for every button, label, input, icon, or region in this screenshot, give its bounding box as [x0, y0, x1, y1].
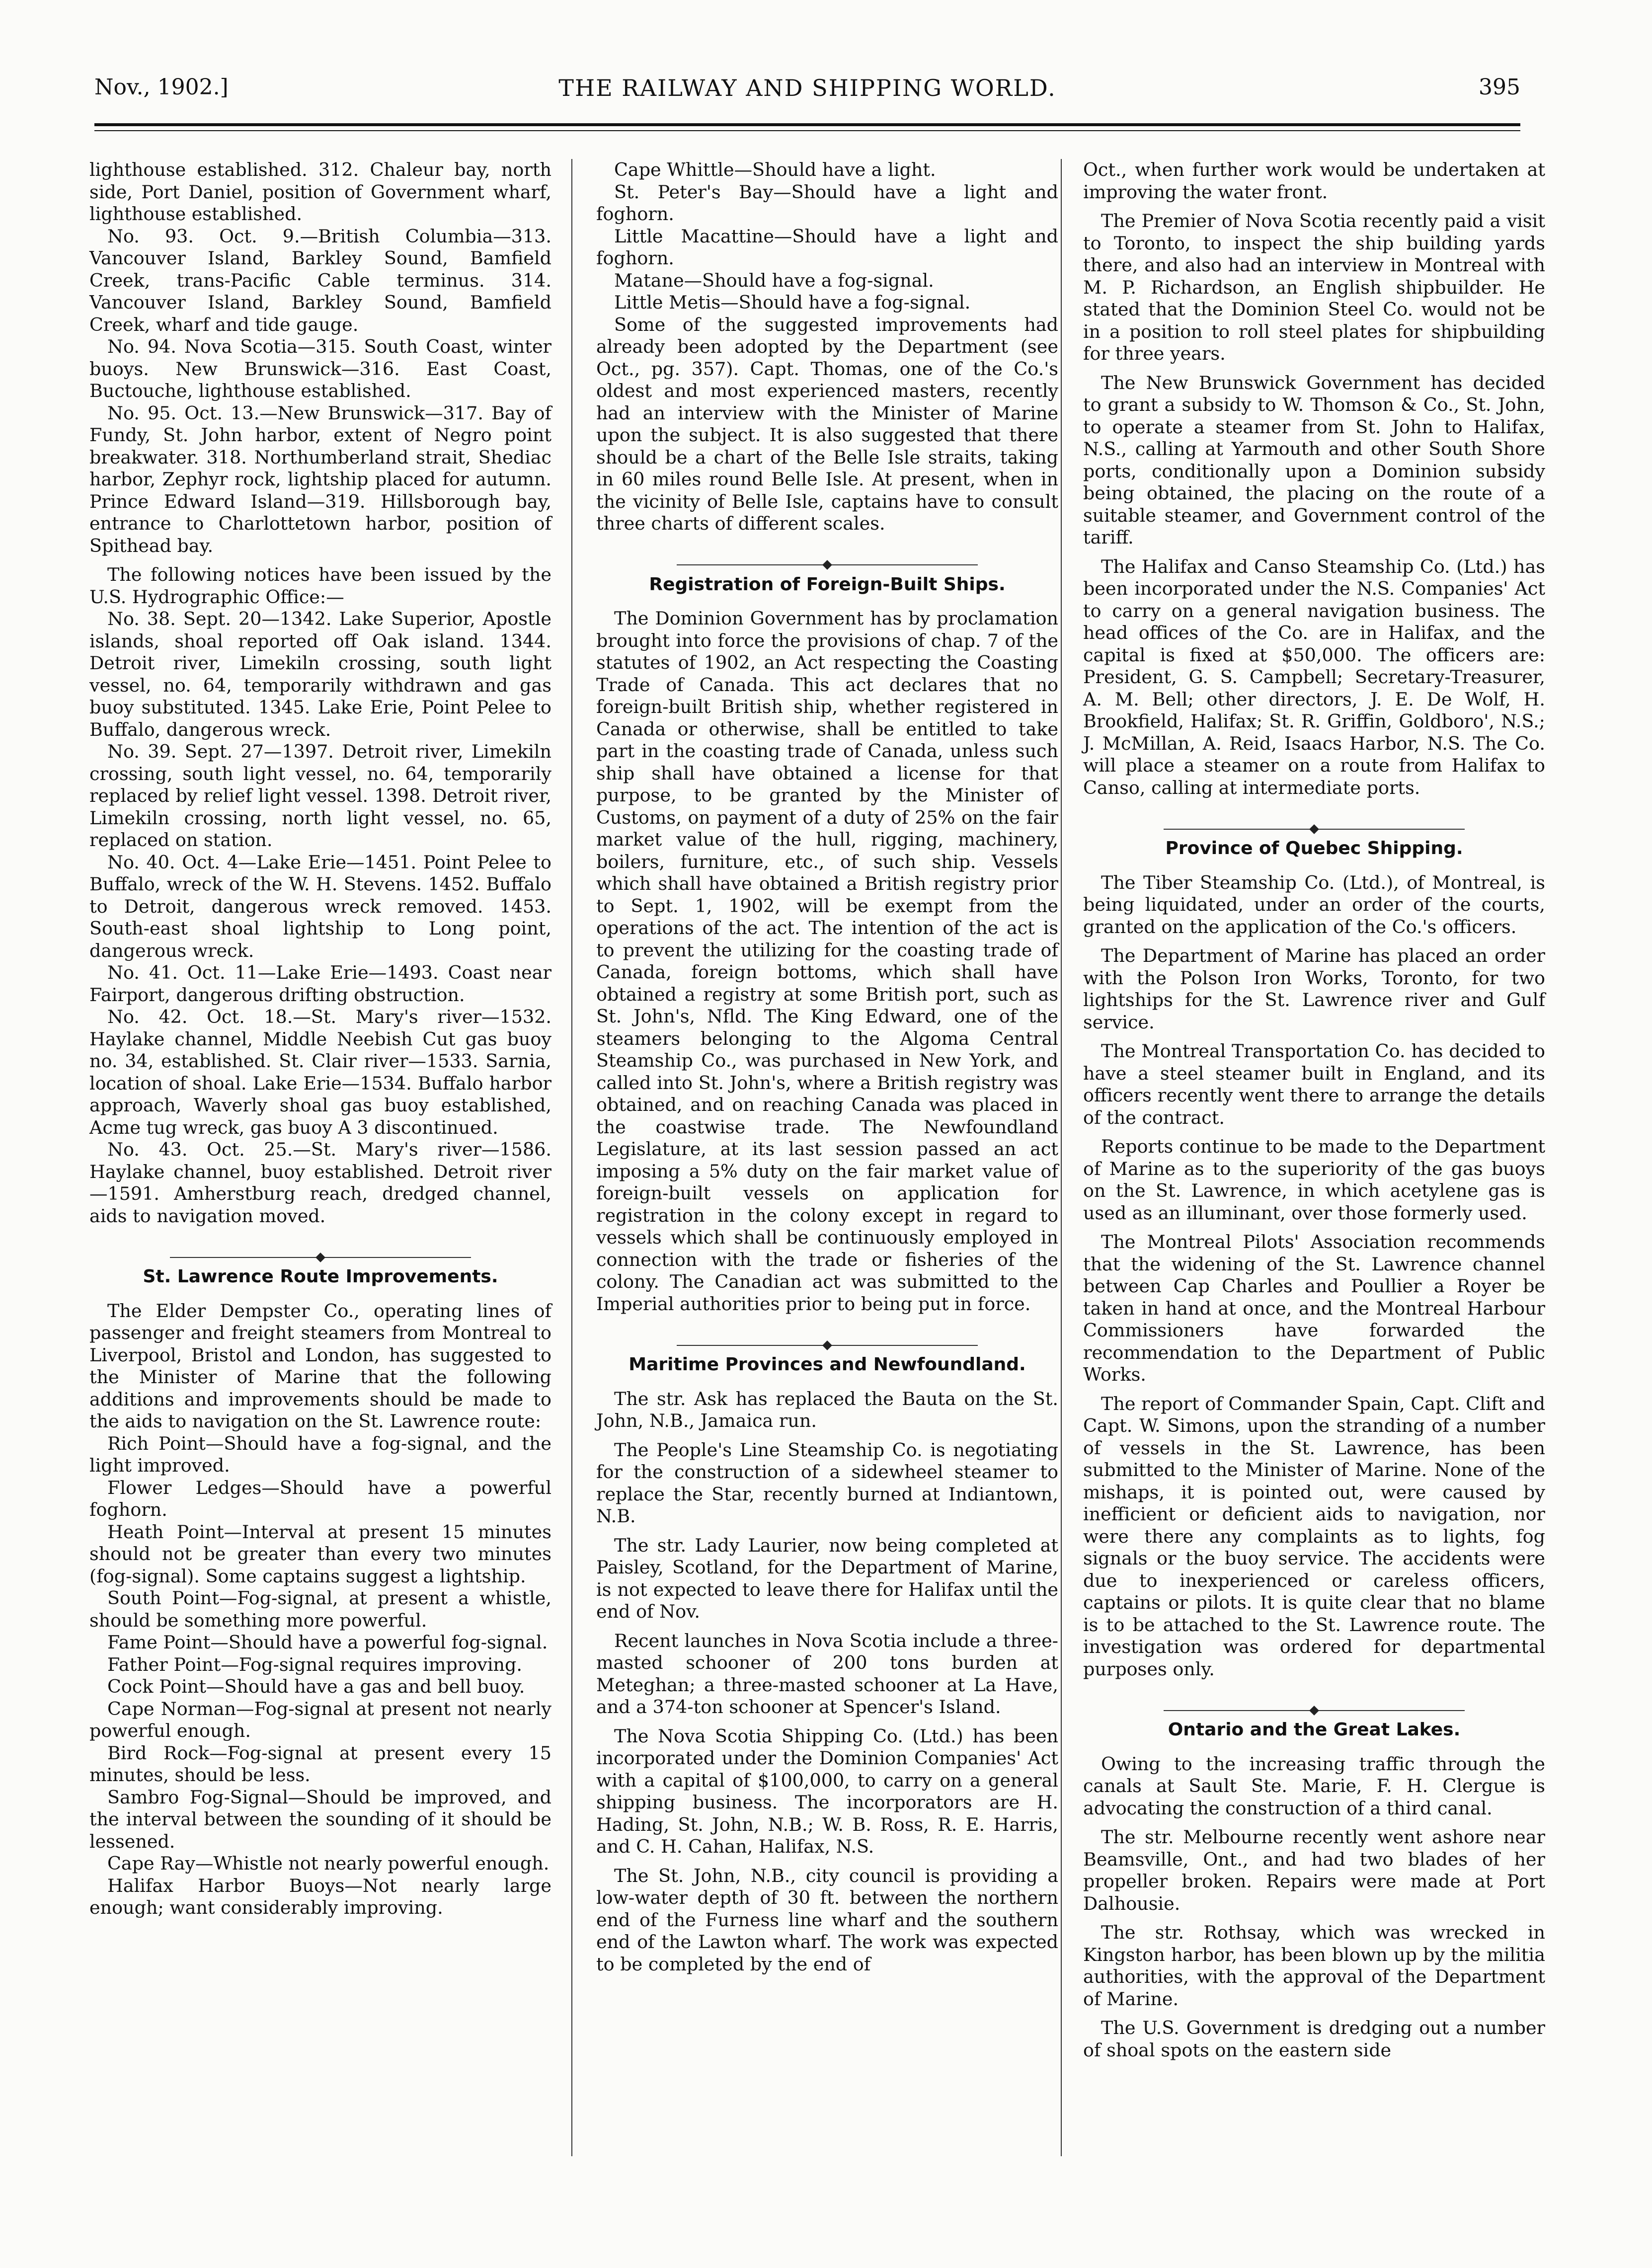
paragraph: The Nova Scotia Shipping Co. (Ltd.) has been incorporated under the Dominion Companies' Act with a capital of $100,000, to carry on a general shipping business. The incorporators are H. Hading, St. John, N.B.; W. B. Ross, R. E. Harris, and C. H. Cahan, Halifax, N.S. [596, 1725, 1058, 1857]
paragraph: Father Point—Fog-signal requires improving. [107, 1653, 522, 1675]
paragraph: Cock Point—Should have a gas and bell buoy. [107, 1676, 525, 1697]
paragraph: Heath Point—Interval at present 15 minutes should not be greater than every two minutes (fog-signal). Some captains suggest a lightship. [89, 1521, 551, 1587]
section-heading: Registration of Foreign-Built Ships. [649, 574, 1006, 595]
paragraph: No. 43. Oct. 25.—St. Mary's river—1586. Haylake channel, buoy established. Detroit river—1591. Amherstburg reach, dredged channel, aids to navigation moved. [89, 1139, 551, 1227]
paragraph: The Elder Dempster Co., operating lines of passenger and freight steamers from Montreal to Liverpool, Bristol and London, has suggested to the Minister of Marine that the following additions and improvements should be made to the aids to navigation on the St. Lawrence route: [89, 1300, 551, 1432]
paragraph: The Premier of Nova Scotia recently paid a visit to Toronto, to inspect the ship building yards there, and also had an interview in Montreal with M. P. Richardson, an English shipbuilder. He stated that the Dominion Steel Co. would not be in a position to roll steel plates for shipbuilding for three years. [1083, 210, 1545, 364]
paragraph: Sambro Fog-Signal—Should be improved, and the interval between the sounding of it should be lessened. [89, 1786, 551, 1852]
paragraph: Rich Point—Should have a fog-signal, and the light improved. [89, 1432, 551, 1476]
paragraph: Oct., when further work would be undertaken at improving the water front. [1083, 159, 1545, 203]
paragraph: The Dominion Government has by proclamation brought into force the provisions of chap. 7 of the statutes of 1902, an Act respecting the Coasting Trade of Canada. This act declares that no foreign-built British ship, whether registered in Canada or otherwise, shall be entitled to take part in the coasting trade of Canada, unless such ship shall have obtained a license for that purpose, to be granted by the Minister of Customs, on payment of a duty of 25% on the fair market value of the hull, rigging, machinery, boilers, furniture, etc., of such ship. Vessels which shall have obtained a British registry prior to Sept. 1, 1902, will be exempt from the operations of the act. The intention of the act is to prevent the utilizing for the coasting trade of Canada, foreign bottoms, which shall have obtained a registry at some British port, such as St. John's, Nfld. The King Edward, one of the steamers belonging to the Algoma Central Steamship Co., was purchased in New York, and called into St. John's, where a British registry was obtained, and on reaching Canada was placed in the coastwise trade. The Newfoundland Legislature, at its last session passed an act imposing a 5% duty on the fair market value of foreign-built vessels on application for registration in the colony except in regard to vessels which shall be continuously employed in connection with the trade or fisheries of the colony. The Canadian act was submitted to the Imperial authorities prior to being put in force. [596, 608, 1058, 1315]
section-heading: Maritime Provinces and Newfoundland. [629, 1354, 1026, 1375]
header-rule-thick [94, 123, 1520, 126]
paragraph: Little Metis—Should have a fog-signal. [614, 292, 971, 313]
section-ornament [1083, 817, 1545, 827]
paragraph: Halifax Harbor Buoys—Not nearly large enough; want considerably improving. [89, 1875, 551, 1918]
page-number: 395 [1479, 75, 1520, 100]
paragraph: The U.S. Government is dredging out a number of shoal spots on the eastern side [1083, 2017, 1545, 2061]
paragraph: Cape Ray—Whistle not nearly powerful enough. [107, 1853, 550, 1874]
paragraph: The str. Lady Laurier, now being completed at Paisley, Scotland, for the Department of Marine, is not expected to leave there for Halifax until the end of Nov. [596, 1534, 1058, 1622]
paragraph: The People's Line Steamship Co. is negotiating for the construction of a sidewheel steamer to replace the Star, recently burned at Indiantown, N.B. [596, 1439, 1058, 1527]
paragraph: Cape Whittle—Should have a light. [614, 159, 936, 180]
column-2 [596, 159, 1058, 1975]
paragraph: No. 40. Oct. 4—Lake Erie—1451. Point Pelee to Buffalo, wreck of the W. H. Stevens. 1452. Buffalo to Detroit, dangerous wreck removed. 1453. South-east shoal lightship to Long point, dangerous wreck. [89, 851, 551, 961]
column-3 [1083, 159, 1545, 2061]
paragraph: No. 38. Sept. 20—1342. Lake Superior, Apostle islands, shoal reported off Oak island. 1344. Detroit river, Limekiln crossing, south light vessel, no. 64, temporarily withdrawn and gas buoy substituted. 1345. Lake Erie, Point Pelee to Buffalo, dangerous wreck. [89, 608, 551, 740]
paragraph: No. 41. Oct. 11—Lake Erie—1493. Coast near Fairport, dangerous drifting obstruction. [89, 962, 551, 1006]
paragraph: No. 39. Sept. 27—1397. Detroit river, Limekiln crossing, south light vessel, no. 64, temporarily replaced by relief light vessel. 1398. Detroit river, Limekiln crossing, north light vessel, no. 65, replaced on station. [89, 741, 551, 851]
paragraph: The Department of Marine has placed an order with the Polson Iron Works, Toronto, for two lightships for the St. Lawrence river and Gulf service. [1083, 945, 1545, 1033]
publication-title: THE RAILWAY AND SHIPPING WORLD. [558, 75, 1056, 101]
section-ornament [596, 1333, 1058, 1343]
paragraph: Reports continue to be made to the Department of Marine as to the superiority of the gas buoys on the St. Lawrence, in which acetylene gas is used as an illuminant, over those formerly used. [1083, 1136, 1545, 1224]
paragraph: South Point—Fog-signal, at present a whistle, should be something more powerful. [89, 1587, 551, 1631]
section-ornament [596, 553, 1058, 563]
paragraph: The Montreal Transportation Co. has decided to have a steel steamer built in England, and its officers recently went there to arrange the details of the contract. [1083, 1040, 1545, 1128]
paragraph: Fame Point—Should have a powerful fog-signal. [107, 1632, 548, 1653]
paragraph: The str. Melbourne recently went ashore near Beamsville, Ont., and had two blades of her propeller broken. Repairs were made at Port Dalhousie. [1083, 1826, 1545, 1914]
paragraph: The Tiber Steamship Co. (Ltd.), of Montreal, is being liquidated, under an order of the courts, granted on the application of the Co.'s officers. [1083, 871, 1545, 938]
paragraph: Cape Norman—Fog-signal at present not nearly powerful enough. [89, 1698, 551, 1741]
paragraph: The str. Rothsay, which was wrecked in Kingston harbor, has been blown up by the militia authorities, with the approval of the Department of Marine. [1083, 1922, 1545, 2010]
issue-date: Nov., 1902.] [94, 75, 229, 100]
paragraph: Recent launches in Nova Scotia include a three-masted schooner of 200 tons burden at Meteghan; a three-masted schooner at La Have, and a 374-ton schooner at Spencer's Island. [596, 1630, 1058, 1718]
column-divider [571, 159, 572, 2156]
paragraph: Some of the suggested improvements had already been adopted by the Department (see Oct., pg. 357). Capt. Thomas, one of the Co.'s oldest and most experienced masters, recently had an interview with the Minister of Marine upon the subject. It is also suggested that there should be a chart of the Belle Isle straits, taking in 60 miles round Belle Isle. At present, when in the vicinity of Belle Isle, captains have to consult three charts of different scales. [596, 313, 1058, 534]
section-heading: St. Lawrence Route Improvements. [143, 1266, 498, 1287]
section-ornament [89, 1245, 551, 1255]
page-header [94, 75, 1520, 109]
paragraph: Little Macattine—Should have a light and foghorn. [596, 225, 1058, 269]
paragraph: The report of Commander Spain, Capt. Clift and Capt. W. Simons, upon the stranding of a number of vessels in the St. Lawrence, has been submitted to the Minister of Marine. None of the mishaps, it is pointed out, were caused by inefficient or deficient aids to navigation, nor were there any complaints as to lights, fog signals or the buoy service. The accidents were due to inexperienced or careless officers, captains or pilots. It is quite clear that no blame is to be attached to the St. Lawrence route. The investigation was ordered for departmental purposes only. [1083, 1393, 1545, 1680]
paragraph: Matane—Should have a fog-signal. [614, 269, 934, 291]
paragraph: No. 94. Nova Scotia—315. South Coast, winter buoys. New Brunswick—316. East Coast, Buctouche, lighthouse established. [89, 336, 551, 401]
paragraph: Flower Ledges—Should have a powerful foghorn. [89, 1477, 551, 1520]
section-heading: Province of Quebec Shipping. [1165, 838, 1463, 859]
paragraph: St. Peter's Bay—Should have a light and foghorn. [596, 181, 1058, 225]
column-divider [1061, 159, 1062, 2156]
paragraph: The New Brunswick Government has decided to grant a subsidy to W. Thomson & Co., St. John, to operate a steamer from St. John to Halifax, N.S., calling at Yarmouth and other South Shore ports, conditionally upon a Dominion subsidy being obtained, the placing on the route of a suitable steamer, and Government control of the tariff. [1083, 372, 1545, 548]
paragraph: The str. Ask has replaced the Bauta on the St. John, N.B., Jamaica run. [596, 1388, 1058, 1431]
section-ornament [1083, 1698, 1545, 1708]
column-1 [89, 159, 551, 1919]
paragraph: No. 42. Oct. 18.—St. Mary's river—1532. Haylake channel, Middle Neebish Cut gas buoy no. 34, established. St. Clair river—1533. Sarnia, location of shoal. Lake Erie—1534. Buffalo harbor approach, Waverly shoal gas buoy established, Acme tug wreck, gas buoy A 3 discontinued. [89, 1006, 551, 1138]
paragraph: No. 93. Oct. 9.—British Columbia—313. Vancouver Island, Barkley Sound, Bamfield Creek, trans-Pacific Cable terminus. 314. Vancouver Island, Barkley Sound, Bamfield Creek, wharf and tide gauge. [89, 225, 551, 335]
header-rule-thin [94, 130, 1520, 131]
paragraph: lighthouse established. 312. Chaleur bay, north side, Port Daniel, position of Government wharf, lighthouse established. [89, 159, 551, 225]
paragraph: The Halifax and Canso Steamship Co. (Ltd.) has been incorporated under the N.S. Companies' Act to carry on a general navigation business. The head offices of the Co. are in Halifax, and the capital is fixed at $50,000. The officers are: President, G. S. Campbell; Secretary-Treasurer, A. M. Bell; other directors, J. E. De Wolf, H. Brookfield, Halifax; St. R. Griffin, Goldboro', N.S.; J. McMillan, A. Reid, Isaacs Harbor, N.S. The Co. will place a steamer on a route from Halifax to Canso, calling at intermediate ports. [1083, 555, 1545, 798]
paragraph: The Montreal Pilots' Association recommends that the widening of the St. Lawrence channel between Cap Charles and Poullier a Royer be taken in hand at once, and the Montreal Harbour Commissioners have forwarded the recommendation to the Department of Public Works. [1083, 1231, 1545, 1385]
paragraph: The following notices have been issued by the U.S. Hydrographic Office:— [89, 564, 551, 608]
paragraph: The St. John, N.B., city council is providing a low-water depth of 30 ft. between the northern end of the Furness line wharf and the southern end of the Lawton wharf. The work was expected to be completed by the end of [596, 1865, 1058, 1975]
section-heading: Ontario and the Great Lakes. [1168, 1720, 1461, 1740]
paragraph: Owing to the increasing traffic through the canals at Sault Ste. Marie, F. H. Clergue is advocating the construction of a third canal. [1083, 1753, 1545, 1819]
paragraph: No. 95. Oct. 13.—New Brunswick—317. Bay of Fundy, St. John harbor, extent of Negro point breakwater. 318. Northumberland strait, Shediac harbor, Zephyr rock, lightship placed for autumn. Prince Edward Island—319. Hillsborough bay, entrance to Charlottetown harbor, position of Spithead bay. [89, 402, 551, 556]
paragraph: Bird Rock—Fog-signal at present every 15 minutes, should be less. [89, 1742, 551, 1786]
